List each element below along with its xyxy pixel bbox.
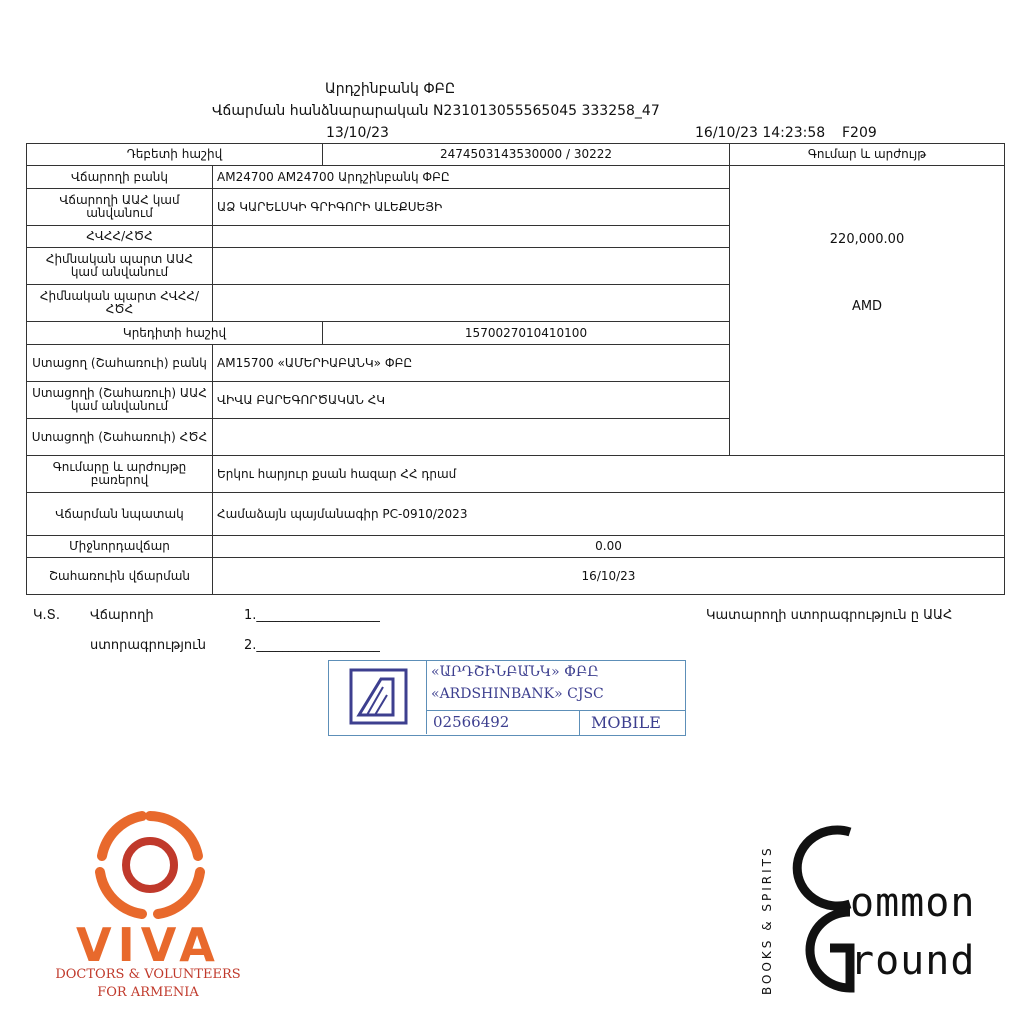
beneficiary-payment-label: Շահառուին վճարման: [48, 568, 191, 583]
signature-label: ստորագրություն: [90, 638, 206, 653]
principal-name-label: Հիմնական պարտ ԱԱՀ կամ անվանում: [45, 252, 194, 279]
stamp-divider-vertical: [579, 710, 580, 735]
viva-logo-icon: [90, 808, 210, 923]
credit-account-label: Կրեդիտի հաշիվ: [122, 325, 227, 340]
amount-currency-label: Գումար և արժույթ: [807, 147, 927, 161]
payer-bank-label: Վճարողի բանկ: [70, 169, 169, 184]
signature-line-1: 1.___________________: [244, 608, 380, 623]
receiver-tin-label: Ստացողի (Շահառուի) ՀԾՀ: [31, 429, 208, 444]
bank-name: Արդշինբանկ ՓԲԸ: [325, 81, 456, 97]
stamp-code: 02566492: [433, 713, 510, 731]
signature-line-2: 2.___________________: [244, 638, 380, 653]
document-timestamp: 16/10/23 14:23:58: [695, 125, 826, 141]
receiver-name-label: Ստացողի (Շահառուի) ԱԱՀ կամ անվանում: [32, 386, 207, 413]
document-date: 13/10/23: [326, 125, 389, 141]
principal-name-value: [213, 248, 729, 284]
principal-tin-value: [213, 285, 729, 321]
viva-tagline-1: DOCTORS & VOLUNTEERS: [55, 967, 241, 982]
receiver-tin-value: [213, 419, 729, 455]
bank-stamp: [328, 660, 686, 736]
debit-account-label: Դեբետի հաշիվ: [126, 147, 223, 161]
books-spirits-vertical-text: BOOKS & SPIRITS: [760, 845, 774, 995]
payer-name-label: Վճարողի ԱԱՀ կամ անվանում: [59, 193, 180, 220]
payer-bank-value: AM24700 AM24700 Արդշինբանկ ՓԲԸ: [217, 169, 450, 184]
payer-signature-label: Վճարողի: [90, 608, 154, 623]
ground-word: round: [850, 938, 976, 984]
viva-wordmark: VIVA: [76, 918, 221, 972]
ks-label: Կ.Տ.: [33, 608, 60, 623]
principal-tin-label: Հիմնական պարտ ՀՎՀՀ/ՀԾՀ: [39, 289, 200, 316]
intermediary-fee-value: 0.00: [595, 539, 622, 553]
stamp-logo-box: [329, 661, 427, 734]
viva-tagline-2: FOR ARMENIA: [97, 985, 199, 1000]
stamp-mobile: MOBILE: [591, 713, 661, 732]
receiver-name-value: ՎԻՎԱ ԲԱՐԵԳՈՐԾԱԿԱՆ ՀԿ: [217, 392, 386, 407]
receiver-bank-label: Ստացող (Շահառուի) բանկ: [32, 355, 207, 370]
amount-words-value: Երկու հարյուր քսան հազար ՀՀ դրամ: [217, 466, 457, 481]
document-title: Վճարման հանձնարարական N231013055565045 333258_47: [212, 103, 660, 119]
receiver-bank-value: AM15700 «ԱՄԵՐԻԱԲԱՆԿ» ՓԲԸ: [217, 355, 413, 370]
purpose-label: Վճարման նպատակ: [55, 506, 184, 521]
debit-account-value: 2474503143530000 / 30222: [439, 147, 612, 161]
purpose-value: Համաձայն պայմանագիր PC-0910/2023: [217, 506, 468, 521]
stamp-line-am: «ԱՐԴՇԻՆԲԱՆԿ» ՓԲԸ: [431, 664, 599, 680]
beneficiary-payment-value: 16/10/23: [581, 568, 636, 583]
payer-tin-value: [213, 226, 729, 247]
intermediary-fee-label: Միջնորդավճար: [69, 539, 170, 553]
stamp-line-en: «ARDSHINBANK» CJSC: [431, 686, 604, 702]
amount-value: 220,000.00: [829, 231, 905, 247]
payer-tin-label: ՀՎՀՀ/ՀԾՀ: [86, 229, 153, 243]
executor-signature-label: Կատարողի ստորագրություն ը ԱԱՀ: [706, 608, 953, 623]
payer-name-value: ԱՁ ԿԱՐԵԼՍԿԻ ԳՐԻԳՈՐԻ ԱԼԵՔՍԵՅԻ: [217, 199, 443, 214]
document-code: F209: [842, 125, 877, 141]
currency-value: AMD: [851, 298, 883, 314]
ardshinbank-logo-icon: [329, 661, 426, 734]
amount-words-label: Գումարը և արժույթը բառերով: [52, 460, 187, 487]
common-word: ommon: [850, 880, 976, 926]
credit-account-value: 1570027010410100: [464, 325, 588, 340]
stamp-divider: [426, 710, 685, 711]
